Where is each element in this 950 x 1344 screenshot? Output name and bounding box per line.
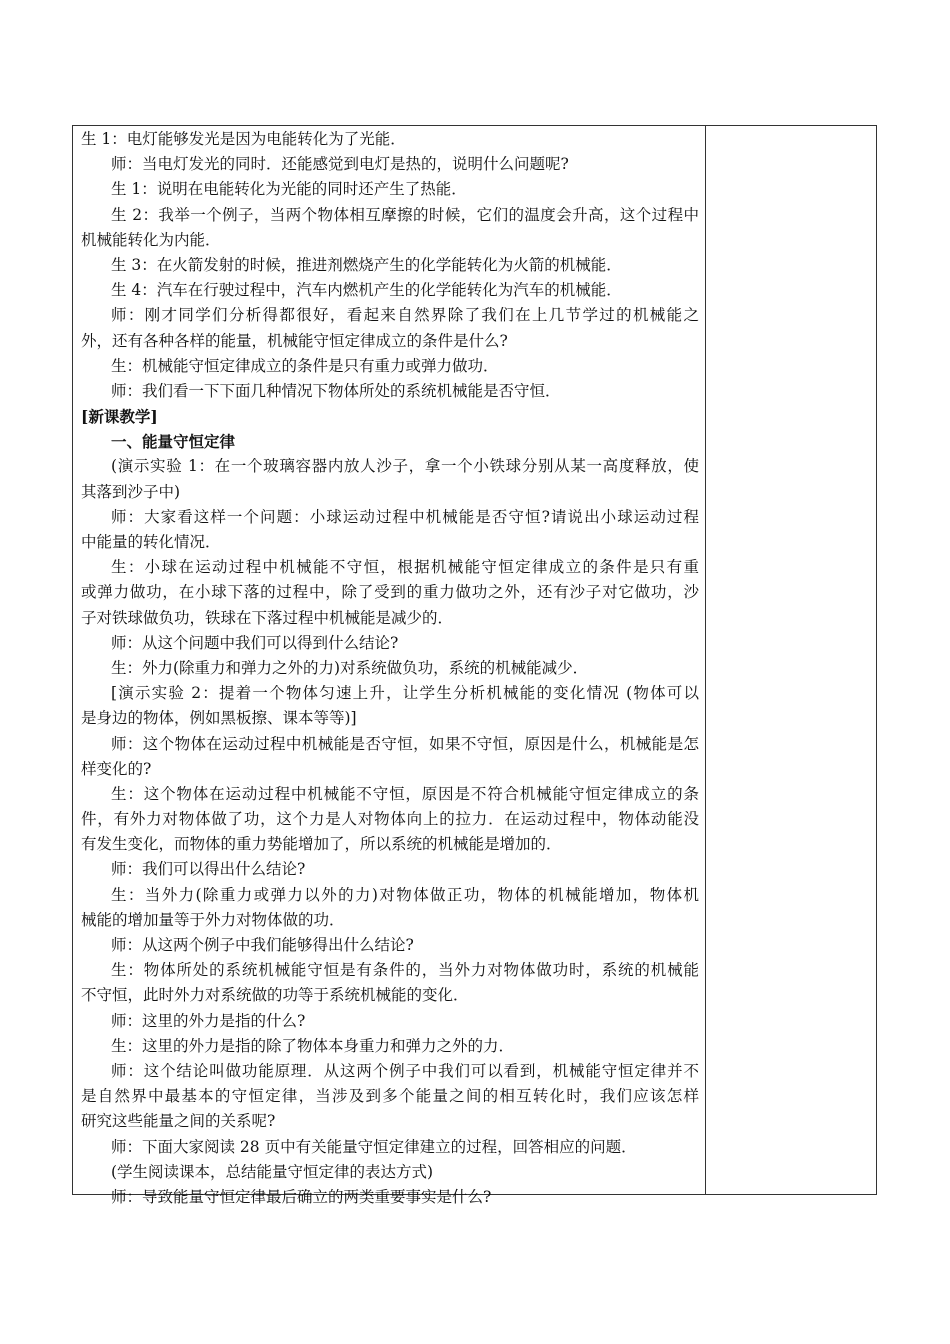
dialogue-line: 师：大家看这样一个问题：小球运动过程中机械能是否守恒?请说出小球运动过程 [111,507,699,526]
dialogue-line: 生：这里的外力是指的除了物体本身重力和弹力之外的力． [111,1036,515,1055]
dialogue-line: 师：从这个问题中我们可以得到什么结论? [111,633,399,652]
dialogue-line: 生：机械能守恒定律成立的条件是只有重力或弹力做功． [111,356,499,375]
dialogue-line: 师：这里的外力是指的什么? [111,1011,306,1030]
dialogue-line: 生：外力(除重力和弹力之外的力)对系统做负功，系统的机械能减少． [111,658,589,677]
notes-cell [706,126,876,1194]
dialogue-line: 件，有外力对物体做了功，这个力是人对物体向上的拉力．在运动过程中，物体动能没 [81,810,699,829]
dialogue-line: 生：小球在运动过程中机械能不守恒，根据机械能守恒定律成立的条件是只有重 [111,558,699,577]
dialogue-line: 师：我们可以得出什么结论? [111,860,306,879]
dialogue-line: 中能量的转化情况． [81,533,221,551]
dialogue-line: 是自然界中最基本的守恒定律，当涉及到多个能量之间的相互转化时，我们应该怎样 [81,1087,699,1106]
section-heading: [新课教学] [81,407,158,427]
dialogue-line: 械能的增加量等于外力对物体做的功． [81,910,345,929]
dialogue-line: 师：导致能量守恒定律最后确立的两类重要事实是什么? [111,1187,492,1206]
dialogue-line: (演示实验 1：在一个玻璃容器内放人沙子，拿一个小铁球分别从某一高度释放，使 [111,457,699,476]
dialogue-line: 不守恒，此时外力对系统做的功等于系统机械能的变化． [81,986,469,1005]
lesson-content-cell [81,127,699,1210]
dialogue-line: 外，还有各种各样的能量，机械能守恒定律成立的条件是什么? [81,331,508,350]
lesson-table [72,125,877,1206]
dialogue-line: 师：这个物体在运动过程中机械能是否守恒，如果不守恒，原因是什么，机械能是怎 [111,734,699,753]
dialogue-line: [演示实验 2：提着一个物体匀速上升，让学生分析机械能的变化情况 (物体可以 [111,684,699,703]
subsection-heading: 一、能量守恒定律 [111,432,236,452]
dialogue-line: 生 1：电灯能够发光是因为电能转化为了光能． [81,130,406,148]
dialogue-line: 生 3：在火箭发射的时候，推进剂燃烧产生的化学能转化为火箭的机械能． [111,255,622,274]
dialogue-line: 样变化的? [81,759,152,778]
dialogue-line: 生 1：说明在电能转化为光能的同时还产生了热能． [111,180,467,199]
dialogue-line: 是身边的物体，例如黑板擦、课本等等)] [81,709,357,728]
dialogue-line: 师：当电灯发光的同时．还能感觉到电灯是热的，说明什么问题呢? [111,155,569,174]
dialogue-line: (学生阅读课本，总结能量守恒定律的表达方式) [111,1162,434,1181]
dialogue-line: 生 4：汽车在行驶过程中，汽车内燃机产生的化学能转化为汽车的机械能． [111,281,622,300]
dialogue-line: 师：从这两个例子中我们能够得出什么结论? [111,936,414,954]
dialogue-line: 师：我们看一下下面几种情况下物体所处的系统机械能是否守恒． [111,381,561,400]
dialogue-line: 其落到沙子中) [81,482,181,501]
dialogue-line: 生：这个物体在运动过程中机械能不守恒，原因是不符合机械能守恒定律成立的条 [111,784,699,803]
dialogue-line: 生：当外力(除重力或弹力以外的力)对物体做正功，物体的机械能增加，物体机 [111,885,699,904]
dialogue-line: 生：物体所处的系统机械能守恒是有条件的，当外力对物体做功时，系统的机械能 [111,961,699,980]
dialogue-line: 师：刚才同学们分析得都很好，看起来自然界除了我们在上几节学过的机械能之 [111,306,699,325]
dialogue-line: 子对铁球做负功，铁球在下落过程中机械能是减少的． [81,608,454,627]
dialogue-line: 生 2：我举一个例子，当两个物体相互摩擦的时候，它们的温度会升高，这个过程中 [111,205,699,224]
dialogue-line: 或弹力做功，在小球下落的过程中，除了受到的重力做功之外，还有沙子对它做功，沙 [81,583,699,602]
dialogue-line: 师：这个结论叫做功能原理．从这两个例子中我们可以看到，机械能守恒定律并不 [111,1061,699,1080]
dialogue-line: 研究这些能量之间的关系呢? [81,1112,276,1131]
dialogue-line: 机械能转化为内能． [81,230,221,249]
dialogue-line: 师：下面大家阅读 28 页中有关能量守恒定律建立的过程，回答相应的问题． [111,1137,637,1156]
dialogue-line: 有发生变化，而物体的重力势能增加了，所以系统的机械能是增加的． [81,835,562,854]
